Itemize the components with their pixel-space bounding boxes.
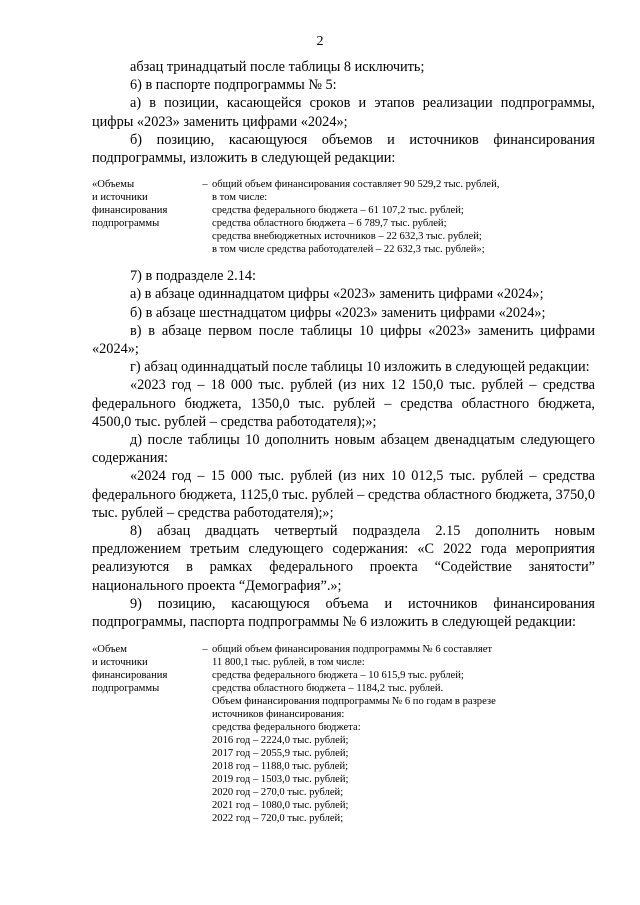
paragraph: в) в абзаце первом после таблицы 10 цифры «2023» заменить цифрами «2024»;	[92, 322, 595, 358]
paragraph: г) абзац одиннадцатый после таблицы 10 изложить в следующей редакции:	[130, 359, 590, 376]
document-body	[92, 58, 595, 835]
paragraph: б) в абзаце шестнадцатом цифры «2023» заменить цифрами «2024»;	[130, 304, 546, 321]
paragraph: «2023 год – 18 000 тыс. рублей (из них 12 150,0 тыс. рублей – средства федерального бюджета, 1350,0 тыс. рублей – средства областного бюджета, 4500,0 тыс. рублей – средства работодателя);»;	[92, 377, 595, 430]
table-line: 2019 год – 1503,0 тыс. рублей;	[212, 774, 349, 786]
paragraph: абзац тринадцатый после таблицы 8 исключить;	[130, 59, 425, 75]
table-line: в том числе средства работодателей – 22 632,3 тыс. рублей»;	[212, 244, 485, 256]
table-line: общий объем финансирования подпрограммы № 6 составляет	[212, 644, 493, 656]
table-dash: –	[202, 644, 208, 656]
table-line: 2018 год – 1188,0 тыс. рублей;	[212, 761, 349, 773]
table-line: общий объем финансирования составляет 90 529,2 тыс. рублей,	[212, 179, 500, 191]
table-line: 2017 год – 2055,9 тыс. рублей;	[212, 748, 349, 760]
table-line: средства федерального бюджета – 61 107,2 тыс. рублей;	[212, 205, 464, 217]
financing-table-2	[92, 643, 595, 825]
financing-table-1	[92, 178, 595, 256]
paragraph: а) в позиции, касающейся сроков и этапов реализации подпрограммы, цифры «2023» заменить цифрами «2024»;	[92, 95, 595, 130]
table-line: Объем финансирования подпрограммы № 6 по годам в разрезе	[212, 696, 496, 708]
table-line: средства областного бюджета – 6 789,7 тыс. рублей;	[212, 218, 447, 230]
paragraph: 9) позицию, касающуюся объема и источников финансирования подпрограммы, паспорта подпрограммы № 6 изложить в следующей редакции:	[92, 595, 595, 631]
table-line: 2022 год – 720,0 тыс. рублей;	[212, 813, 344, 825]
table-dash: –	[202, 179, 208, 191]
paragraph: «2024 год – 15 000 тыс. рублей (из них 10 012,5 тыс. рублей – средства федерального бюджета, 1125,0 тыс. рублей – средства областного бюджета, 3750,0 тыс. рублей – средства работодателя);»;	[92, 468, 595, 521]
page-number: 2	[316, 34, 324, 49]
table-line: 2021 год – 1080,0 тыс. рублей;	[212, 800, 349, 812]
table-right-content	[212, 178, 595, 256]
table-line: 2016 год – 2224,0 тыс. рублей;	[212, 735, 349, 747]
paragraph: а) в абзаце одиннадцатом цифры «2023» заменить цифрами «2024»;	[130, 286, 544, 303]
table-left-label: «Объемы и источники финансирования подпрограммы	[92, 179, 168, 230]
table-line: 2020 год – 270,0 тыс. рублей;	[212, 787, 344, 799]
table-left-label: «Объем и источники финансирования подпрограммы	[92, 644, 168, 695]
table-right-content	[212, 643, 595, 825]
paragraph: 7) в подразделе 2.14:	[130, 268, 257, 285]
paragraph: б) позицию, касающуюся объемов и источников финансирования подпрограммы, изложить в следующей редакции:	[92, 131, 595, 167]
table-line: средства федерального бюджета:	[212, 722, 361, 734]
paragraph: д) после таблицы 10 дополнить новым абзацем двенадцатым следующего содержания:	[92, 432, 595, 467]
table-line: средства внебюджетных источников – 22 632,3 тыс. рублей;	[212, 231, 482, 243]
table-line: средства федерального бюджета – 10 615,9 тыс. рублей;	[212, 670, 464, 682]
paragraph: 6) в паспорте подпрограммы № 5:	[130, 77, 337, 94]
table-line: 11 800,1 тыс. рублей, в том числе:	[212, 657, 365, 669]
table-line: средства областного бюджета – 1184,2 тыс. рублей.	[212, 683, 444, 695]
paragraph: 8) абзац двадцать четвертый подраздела 2.15 дополнить новым предложением третьим следующего содержания: «С 2022 года мероприятия реализуются в рамках федерального проекта “Содействие занятости” национального проекта “Демография”.»;	[92, 523, 595, 594]
table-line: в том числе:	[212, 192, 268, 204]
table-line: источников финансирования:	[212, 709, 345, 721]
